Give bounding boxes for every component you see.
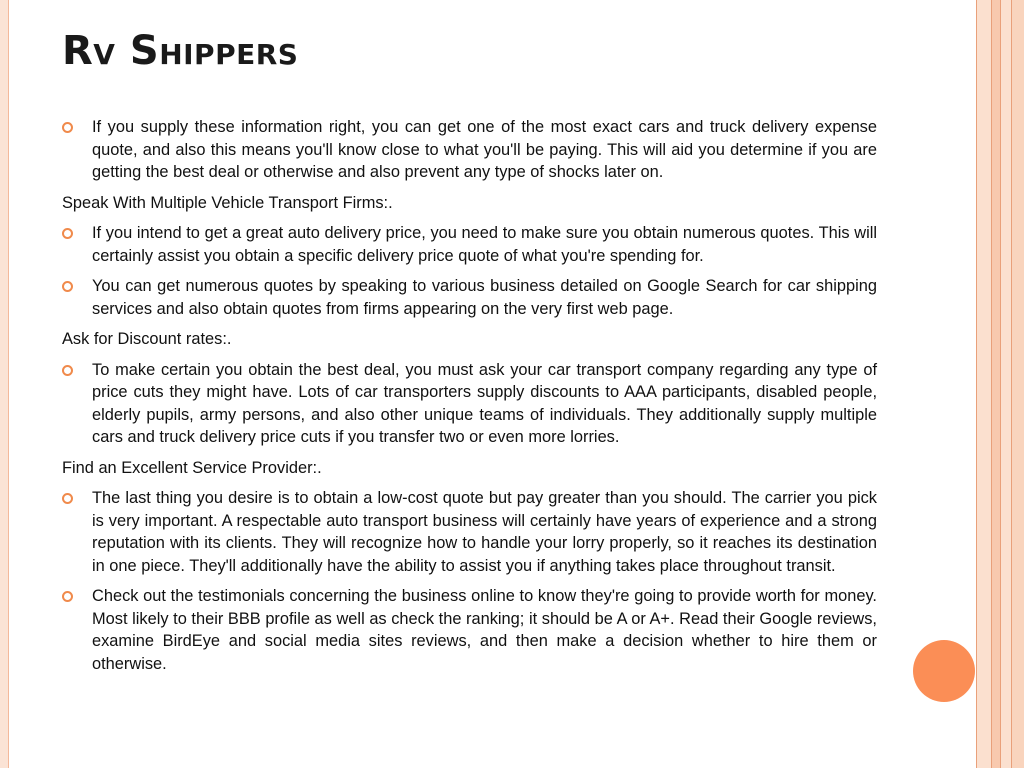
- bullet-item: [62, 222, 877, 267]
- left-border-decoration: [0, 0, 9, 768]
- bullet-text: You can get numerous quotes by speaking to various business detailed on Google Search for car shipping services and also obtain quotes from firms appearing on the very first web page.: [92, 277, 877, 318]
- bullet-item: [62, 116, 877, 184]
- slide-content: [62, 116, 877, 683]
- hollow-circle-bullet-icon: [62, 493, 73, 504]
- bullet-item: [62, 275, 877, 320]
- hollow-circle-bullet-icon: [62, 228, 73, 239]
- hollow-circle-bullet-icon: [62, 122, 73, 133]
- bullet-item: [62, 585, 877, 675]
- bullet-text: If you intend to get a great auto delivery price, you need to make sure you obtain numerous quotes. This will certainly assist you obtain a specific delivery price quote of what you're spending for.: [92, 224, 877, 265]
- bullet-text: To make certain you obtain the best deal, you must ask your car transport company regarding any type of price cuts they might have. Lots of car transporters supply discounts to AAA participants, disabled people, elderly pupils, army persons, and also other unique teams of individuals. They additionally supply multiple cars and truck delivery price cuts if you transfer two or even more lorries.: [92, 360, 877, 446]
- bullet-item: [62, 487, 877, 577]
- section-heading: Ask for Discount rates:.: [62, 330, 232, 348]
- bullet-text: Check out the testimonials concerning the business online to know they're going to provide worth for money. Most likely to their BBB profile as well as check the ranking; it should be A or A+. Read their Google reviews, examine BirdEye and social media sites reviews, and then make a decision whether to hire them or otherwise.: [92, 587, 877, 673]
- bullet-text: If you supply these information right, you can get one of the most exact cars and truck delivery expense quote, and also this means you'll know close to what you'll be paying. This will aid you determine if you are getting the best deal or otherwise and also prevent any type of shocks later on.: [92, 118, 877, 181]
- section-heading: Find an Excellent Service Provider:.: [62, 458, 322, 477]
- section-heading: Speak With Multiple Vehicle Transport Firms:.: [62, 193, 393, 212]
- bullet-text: The last thing you desire is to obtain a low-cost quote but pay greater than you should. The carrier you pick is very important. A respectable auto transport business will certainly have years of experience and a strong reputation with its clients. They will recognize how to handle your lorry properly, so it reaches its destination in one piece. They'll additionally have the ability to assist you if anything takes place throughout transit.: [92, 489, 877, 575]
- hollow-circle-bullet-icon: [62, 281, 73, 292]
- hollow-circle-bullet-icon: [62, 591, 73, 602]
- hollow-circle-bullet-icon: [62, 365, 73, 376]
- orange-circle-icon: [913, 640, 975, 702]
- right-border-decoration: [976, 0, 1024, 768]
- bullet-item: [62, 359, 877, 449]
- slide-title: Rv Shippers: [62, 28, 299, 74]
